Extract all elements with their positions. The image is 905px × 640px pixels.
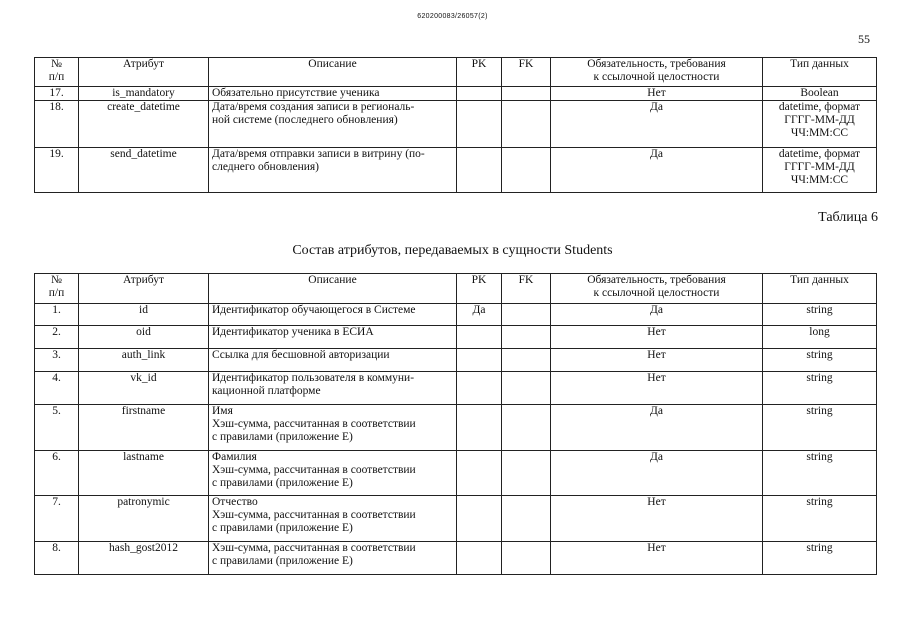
row-description: Отчество Хэш-сумма, рассчитанная в соответствии с правилами (приложение Е) [209, 496, 457, 542]
table-header-row [35, 274, 877, 304]
row-attribute: oid [79, 326, 209, 349]
row-description: Идентификатор ученика в ЕСИА [209, 326, 457, 349]
row-type: string [763, 304, 877, 326]
row-num: 7. [35, 496, 79, 542]
row-num: 1. [35, 304, 79, 326]
row-mandatory: Да [551, 148, 763, 193]
table-row [35, 451, 877, 496]
row-type: datetime, формат ГГГГ-ММ-ДД ЧЧ:ММ:СС [763, 101, 877, 148]
row-attribute: send_datetime [79, 148, 209, 193]
table-row [35, 405, 877, 451]
row-type: string [763, 451, 877, 496]
row-type: long [763, 326, 877, 349]
row-pk [457, 405, 502, 451]
table-row [35, 542, 877, 575]
row-description: Дата/время создания записи в региональ- ной системе (последнего обновления) [209, 101, 457, 148]
row-attribute: vk_id [79, 372, 209, 405]
row-mandatory: Нет [551, 349, 763, 372]
row-fk [502, 405, 551, 451]
row-type: string [763, 542, 877, 575]
row-fk [502, 496, 551, 542]
table-row [35, 496, 877, 542]
row-mandatory: Нет [551, 326, 763, 349]
row-type: string [763, 496, 877, 542]
row-description: Обязательно присутствие ученика [209, 87, 457, 101]
page-number: 55 [858, 32, 870, 46]
row-description: Идентификатор обучающегося в Системе [209, 304, 457, 326]
row-attribute: hash_gost2012 [79, 542, 209, 575]
row-description: Ссылка для бесшовной авторизации [209, 349, 457, 372]
row-num: 3. [35, 349, 79, 372]
row-fk [502, 349, 551, 372]
row-description: Имя Хэш-сумма, рассчитанная в соответствии с правилами (приложение Е) [209, 405, 457, 451]
header-type: Тип данных [763, 58, 877, 87]
row-mandatory: Да [551, 405, 763, 451]
header-mandatory: Обязательность, требования к ссылочной целостности [551, 274, 763, 304]
table-row [35, 101, 877, 148]
row-type: Boolean [763, 87, 877, 101]
row-pk [457, 542, 502, 575]
row-attribute: firstname [79, 405, 209, 451]
row-pk [457, 148, 502, 193]
table-row [35, 372, 877, 405]
row-fk [502, 326, 551, 349]
row-description: Дата/время отправки записи в витрину (по- следнего обновления) [209, 148, 457, 193]
row-num: 4. [35, 372, 79, 405]
header-attribute: Атрибут [79, 274, 209, 304]
header-pk: PK [457, 274, 502, 304]
header-attribute: Атрибут [79, 58, 209, 87]
students-attributes-table [34, 273, 877, 575]
row-type: string [763, 405, 877, 451]
row-type: string [763, 372, 877, 405]
row-pk [457, 496, 502, 542]
header-fk: FK [502, 274, 551, 304]
row-fk [502, 372, 551, 405]
row-description: Фамилия Хэш-сумма, рассчитанная в соответствии с правилами (приложение Е) [209, 451, 457, 496]
row-fk [502, 542, 551, 575]
row-mandatory: Да [551, 304, 763, 326]
row-fk [502, 87, 551, 101]
row-attribute: auth_link [79, 349, 209, 372]
table-row [35, 326, 877, 349]
row-attribute: id [79, 304, 209, 326]
header-mandatory: Обязательность, требования к ссылочной целостности [551, 58, 763, 87]
row-num: 2. [35, 326, 79, 349]
row-pk [457, 87, 502, 101]
row-num: 5. [35, 405, 79, 451]
row-pk [457, 451, 502, 496]
row-mandatory: Нет [551, 372, 763, 405]
table-row [35, 148, 877, 193]
row-description: Идентификатор пользователя в коммуни- кационной платформе [209, 372, 457, 405]
table-row [35, 349, 877, 372]
table-header-row [35, 58, 877, 87]
row-attribute: patronymic [79, 496, 209, 542]
row-description: Хэш-сумма, рассчитанная в соответствии с правилами (приложение Е) [209, 542, 457, 575]
row-fk [502, 101, 551, 148]
row-num: 8. [35, 542, 79, 575]
row-mandatory: Да [551, 101, 763, 148]
row-fk [502, 451, 551, 496]
row-fk [502, 304, 551, 326]
row-pk: Да [457, 304, 502, 326]
row-num: 6. [35, 451, 79, 496]
header-num: № п/п [35, 274, 79, 304]
header-description: Описание [209, 58, 457, 87]
row-mandatory: Нет [551, 542, 763, 575]
table-row [35, 304, 877, 326]
row-type: string [763, 349, 877, 372]
table-row [35, 87, 877, 101]
row-attribute: lastname [79, 451, 209, 496]
row-mandatory: Нет [551, 496, 763, 542]
row-attribute: is_mandatory [79, 87, 209, 101]
attributes-table-continued [34, 57, 877, 193]
row-num: 17. [35, 87, 79, 101]
row-mandatory: Нет [551, 87, 763, 101]
document-code: 620200083/26057(2) [417, 13, 488, 20]
header-fk: FK [502, 58, 551, 87]
header-type: Тип данных [763, 274, 877, 304]
row-type: datetime, формат ГГГГ-ММ-ДД ЧЧ:ММ:СС [763, 148, 877, 193]
row-pk [457, 101, 502, 148]
header-pk: PK [457, 58, 502, 87]
table-number: Таблица 6 [818, 210, 878, 225]
row-pk [457, 326, 502, 349]
row-num: 18. [35, 101, 79, 148]
row-pk [457, 372, 502, 405]
row-attribute: create_datetime [79, 101, 209, 148]
header-num: № п/п [35, 58, 79, 87]
row-fk [502, 148, 551, 193]
row-num: 19. [35, 148, 79, 193]
header-description: Описание [209, 274, 457, 304]
row-mandatory: Да [551, 451, 763, 496]
table-title: Состав атрибутов, передаваемых в сущности Students [292, 243, 613, 258]
row-pk [457, 349, 502, 372]
